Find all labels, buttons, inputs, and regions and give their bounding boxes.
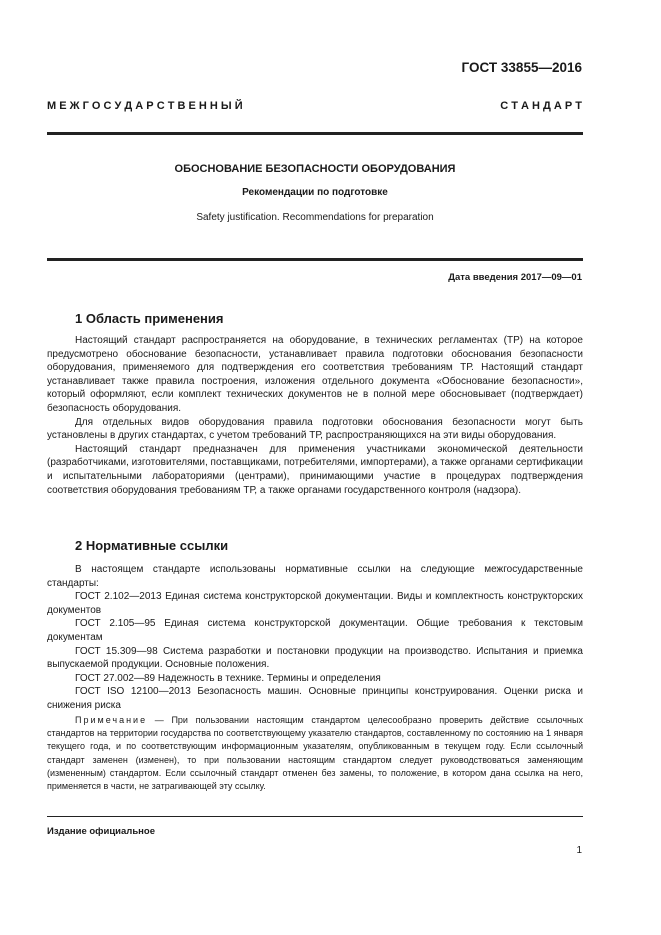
official-edition-label: Издание официальное: [47, 826, 155, 837]
section-1-heading: 1 Область применения: [75, 311, 224, 326]
page-number: 1: [576, 845, 582, 856]
document-subtitle: Рекомендации по подготовке: [242, 187, 388, 198]
paragraph: Для отдельных видов оборудования правила подготовки обоснования безопасности могут быть установлены в других стандартах, с учетом требований ТР, распространяющихся на эти виды оборудования.: [47, 416, 583, 442]
paragraph: В настоящем стандарте использованы нормативные ссылки на следующие межгосударственные стандарты:: [47, 564, 583, 589]
note-text: — При пользовании настоящим стандартом целесообразно проверить действие ссылочных стандартов на территории государства по соответствующему указателю стандартов, составленному по состоянию на 1 января текущего года, и по соответствующим информационным указателям, опубликованным в текущем году. Если ссылочный стандарт заменен (изменен), то при пользовании настоящим стандартом следует руководствоваться заменяющим (измененным) стандартом. Если ссылочный стандарт отменен без замены, то положение, в котором дана ссылка на него, применяется в части, не затрагивающей эту ссылку.: [47, 715, 583, 792]
interstate-standard-banner: [47, 100, 582, 112]
paragraph: Настоящий стандарт предназначен для применения участниками экономической деятельности (разработчиками, изготовителями, поставщиками, потребителями, импортерами), а также органами сертификации и испытательными лабораториями (центрами), принимающими участие в процедурах подтверждения соответствия оборудования требованиям ТР, а также органами государственного контроля (надзора).: [47, 443, 583, 496]
document-title: ОБОСНОВАНИЕ БЕЗОПАСНОСТИ ОБОРУДОВАНИЯ: [174, 163, 456, 175]
note-paragraph: [47, 714, 583, 793]
banner-word-standard: С Т А Н Д А Р Т: [500, 100, 582, 112]
note-label: Примечание: [75, 715, 148, 725]
title-divider: [47, 258, 583, 261]
reference-item: ГОСТ 2.105—95 Единая система конструкторской документации. Общие требования к текстовым документам: [47, 618, 583, 643]
reference-item: ГОСТ 15.309—98 Система разработки и постановки продукции на производство. Испытания и приемка выпускаемой продукции. Основные положения.: [47, 645, 583, 671]
reference-item: ГОСТ 2.102—2013 Единая система конструкторской документации. Виды и комплектность конструкторских документов: [47, 591, 583, 616]
note-block: [47, 714, 583, 793]
section-1-body: [47, 334, 583, 497]
section-2-body: [47, 563, 583, 713]
banner-word-interstate: М Е Ж Г О С У Д А Р С Т В Е Н Н Ы Й: [47, 100, 243, 112]
footer-divider: [47, 816, 583, 817]
reference-item: ГОСТ ISO 12100—2013 Безопасность машин. Основные принципы конструирования. Оценки риска и снижения риска: [47, 686, 583, 711]
section-2-heading: 2 Нормативные ссылки: [75, 538, 229, 553]
top-divider: [47, 132, 583, 135]
english-title: Safety justification. Recommendations for preparation: [196, 212, 434, 223]
paragraph: Настоящий стандарт распространяется на оборудование, в технических регламентах (ТР) на которое предусмотрено обоснование безопасности, устанавливает правила подготовки обоснования безопасности оборудования, применяемого для подтверждения его соответствия требованиям ТР. Настоящий стандарт устанавливает также правила построения, изложения отдельного документа «Обоснование безопасности», который оформляют, если комплект технических документов не в полной мере обосновывает (подтверждает) безопасность оборудования.: [47, 335, 583, 414]
standard-number: ГОСТ 33855—2016: [461, 60, 582, 75]
introduction-date: Дата введения 2017—09—01: [448, 272, 582, 283]
reference-item: ГОСТ 27.002—89 Надежность в технике. Термины и определения: [75, 672, 381, 684]
